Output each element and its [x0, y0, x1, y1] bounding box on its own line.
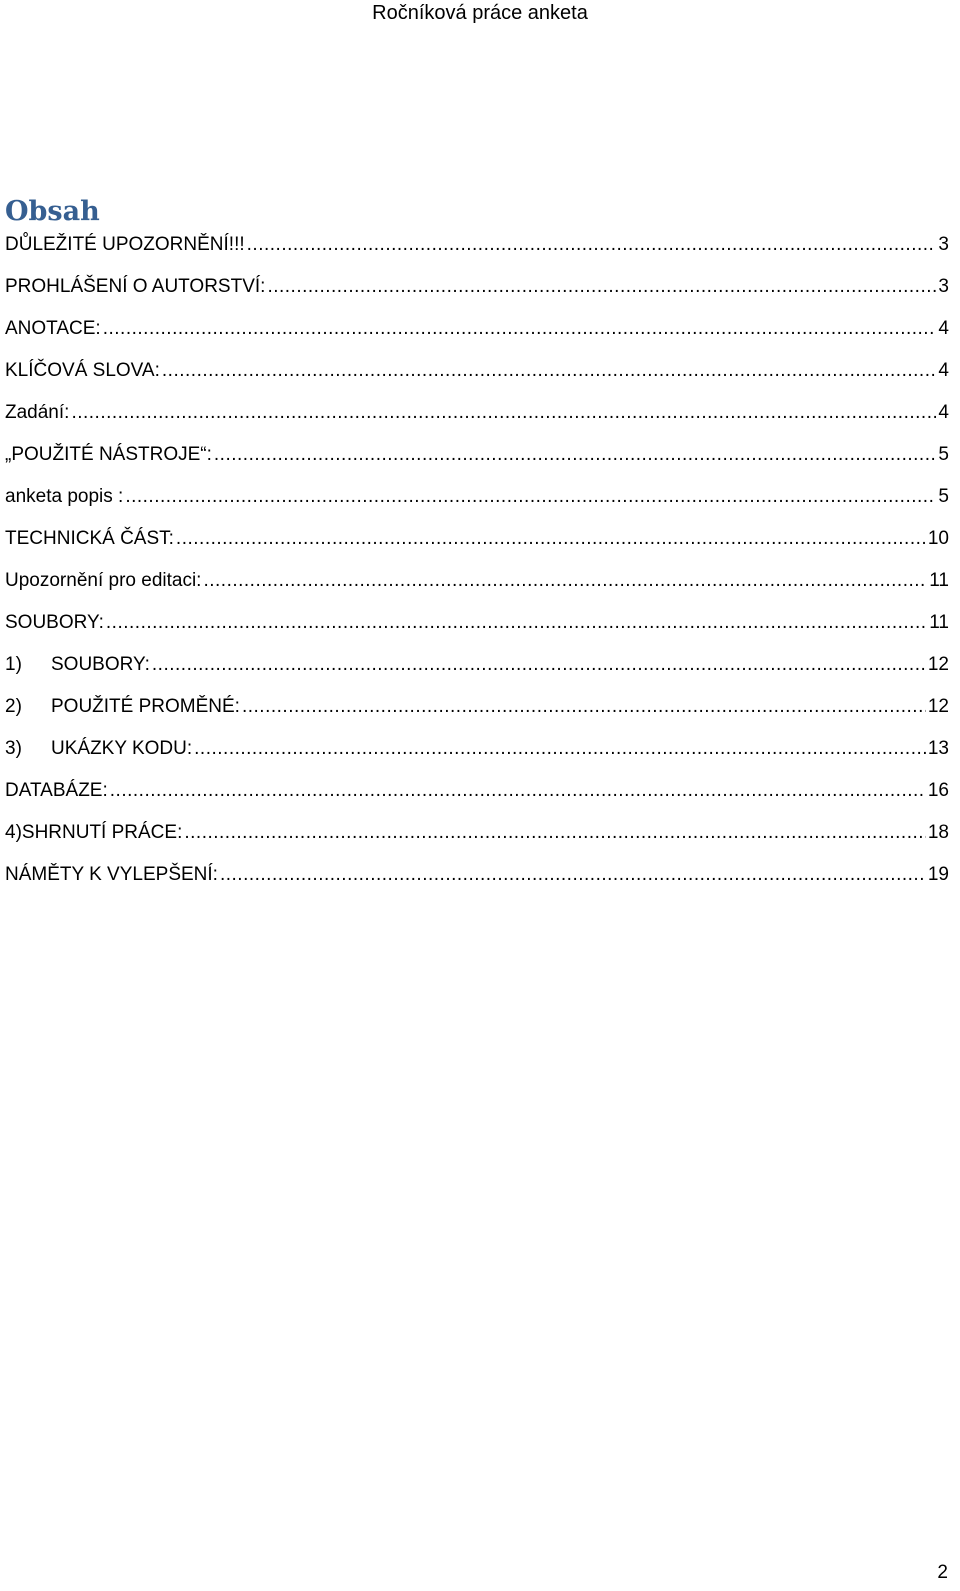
- toc-entry-page: 4: [938, 360, 949, 381]
- toc-heading: Obsah: [5, 196, 100, 227]
- toc-entry-label: Zadání:: [5, 402, 70, 423]
- toc-entry[interactable]: [5, 484, 949, 526]
- toc-entry-page: 4: [938, 318, 949, 339]
- toc-entry[interactable]: [5, 358, 949, 400]
- toc-dot-leader: [242, 694, 926, 720]
- toc-entry-page: 18: [927, 822, 949, 843]
- toc-entry-page: 19: [927, 864, 949, 885]
- toc-entry-label: TECHNICKÁ ČÁST:: [5, 528, 174, 549]
- table-of-contents: [5, 232, 949, 904]
- toc-entry-label: 4)SHRNUTÍ PRÁCE:: [5, 822, 183, 843]
- toc-entry-label: POUŽITÉ PROMĚNÉ:: [51, 696, 240, 717]
- toc-entry-label: KLÍČOVÁ SLOVA:: [5, 360, 160, 381]
- toc-entry-page: 12: [927, 654, 949, 675]
- toc-dot-leader: [125, 484, 936, 510]
- toc-entry-page: 11: [929, 570, 949, 591]
- toc-entry-label: „POUŽITÉ NÁSTROJE“:: [5, 444, 212, 465]
- toc-dot-leader: [110, 778, 926, 804]
- toc-entry[interactable]: [5, 232, 949, 274]
- toc-entry-number: 2): [5, 696, 22, 717]
- toc-entry[interactable]: [5, 400, 949, 442]
- toc-dot-leader: [203, 568, 927, 594]
- page-header-title: Ročníková práce anketa: [372, 2, 588, 24]
- toc-dot-leader: [162, 358, 937, 384]
- toc-dot-leader: [176, 526, 926, 552]
- toc-entry-label: DATABÁZE:: [5, 780, 108, 801]
- toc-entry-label: anketa popis :: [5, 486, 124, 507]
- toc-entry[interactable]: [5, 442, 949, 484]
- toc-entry[interactable]: [5, 316, 949, 358]
- toc-entry-page: 11: [929, 612, 949, 633]
- toc-entry-page: 13: [927, 738, 949, 759]
- toc-entry-label: SOUBORY:: [51, 654, 150, 675]
- toc-dot-leader: [106, 610, 927, 636]
- toc-entry-label: DŮLEŽITÉ UPOZORNĚNÍ!!!: [5, 234, 245, 255]
- toc-entry-page: 3: [938, 276, 949, 297]
- toc-dot-leader: [71, 400, 936, 426]
- toc-entry-page: 5: [938, 444, 949, 465]
- toc-entry[interactable]: [5, 568, 949, 610]
- toc-entry-label: SOUBORY:: [5, 612, 104, 633]
- toc-entry-label: PROHLÁŠENÍ O AUTORSTVÍ:: [5, 276, 266, 297]
- toc-entry[interactable]: [5, 694, 949, 736]
- toc-entry-number: 1): [5, 654, 22, 675]
- toc-entry-label: Upozornění pro editaci:: [5, 570, 202, 591]
- toc-entry[interactable]: [5, 610, 949, 652]
- toc-dot-leader: [152, 652, 926, 678]
- toc-entry-label: ANOTACE:: [5, 318, 101, 339]
- page-number: 2: [937, 1562, 948, 1583]
- toc-entry-page: 4: [938, 402, 949, 423]
- toc-entry[interactable]: [5, 274, 949, 316]
- toc-entry-label: NÁMĚTY K VYLEPŠENÍ:: [5, 864, 218, 885]
- toc-dot-leader: [103, 316, 937, 342]
- toc-dot-leader: [194, 736, 926, 762]
- toc-entry-page: 10: [927, 528, 949, 549]
- toc-entry-page: 5: [938, 486, 949, 507]
- toc-entry[interactable]: [5, 820, 949, 862]
- toc-entry-page: 12: [927, 696, 949, 717]
- toc-entry[interactable]: [5, 736, 949, 778]
- toc-dot-leader: [267, 274, 936, 300]
- toc-entry[interactable]: [5, 526, 949, 568]
- toc-entry[interactable]: [5, 778, 949, 820]
- toc-dot-leader: [247, 232, 937, 258]
- toc-dot-leader: [214, 442, 937, 468]
- toc-dot-leader: [220, 862, 926, 888]
- toc-entry[interactable]: [5, 862, 949, 904]
- toc-entry-label: UKÁZKY KODU:: [51, 738, 193, 759]
- toc-entry[interactable]: [5, 652, 949, 694]
- toc-dot-leader: [184, 820, 926, 846]
- toc-entry-page: 3: [938, 234, 949, 255]
- toc-entry-page: 16: [927, 780, 949, 801]
- toc-entry-number: 3): [5, 738, 22, 759]
